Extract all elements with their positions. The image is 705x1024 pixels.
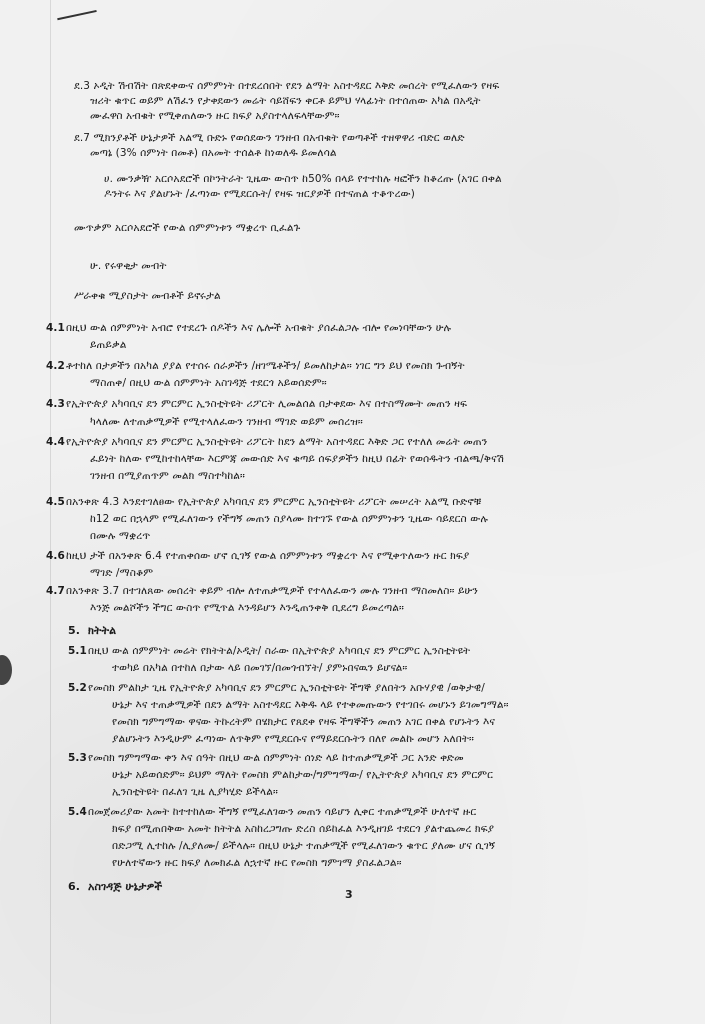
clause-number: 4.1 [46,322,65,334]
paragraph-line [112,840,495,853]
paragraph-line [90,339,126,352]
paragraph-line [74,132,465,145]
line-text: መጣኔ (3% ሰምነት በመቶ) በአመት ተሰልቶ ከነወለዱ ይመለሳል [90,147,337,159]
paragraph-line [112,823,494,836]
numbered-paragraph-line [68,645,470,658]
clause-number: 5.1 [68,645,87,657]
line-text: ደ.3 ኦዲት ሽብሽት በጽደቀውና ሰምምነት በተደረሰበት የደን ልማት አስተዳደር እቅድ መሰረት የሚፈለውን የዛፍ [74,80,500,92]
paragraph-line [112,733,474,746]
line-text: ይጠይቃል [90,339,127,351]
clause-number: 5. [68,624,81,637]
clause-number: 5.4 [68,806,87,818]
paragraph-line [90,416,363,429]
page-fold-shadow [50,0,51,1024]
paragraph-line [104,173,502,186]
line-text: ቶተከለ በታዎችን በአካል ያያል የተሰሩ ሰራዎችን /ዘገሜቶችን/ ይመለከታል። ነገር ግን ይህ የመስክ ጉብኝት [66,360,465,372]
numbered-paragraph-line [68,806,476,819]
paragraph-line [112,857,402,870]
line-text: ዝሪት ቁጥር ወይም ለሽፈን የታቀደውን መሬት ሳይሸፍን ቀርቶ ይምህ ሃላፊነት በተሰጠው አካል በአዲት [90,95,481,107]
line-text: እንጅ መልሾችን ችግር ውስጥ የሚጥል እንዳይሆን እንዲጠንቀቅ ቢደረግ ይመረጣል። [90,602,405,614]
line-text: ከዚህ ታች በአንቀጽ 6.4 የተጠቀሰው ሆኖ ሲገኝ የውል ሰምምነቱን ማቋረጥ እና የሚቀጥለውን ዙር ክፍያ [66,550,470,562]
numbered-paragraph-line [46,436,487,449]
paragraph-line [90,530,150,543]
paragraph-line [90,470,245,483]
paragraph-line [74,80,499,93]
line-text: በአንቀጽ 4.3 እንደተገለፀው የኢትዮጵያ አካባቢና ደን ምርምር ኢንስቲትዩት ሪፖርት መሠረት አልሚ ቡድኖቹ [66,496,482,508]
line-text: በዚህ ውል ሰምምነት መሬት የክትትል/ኦዲት/ ስራው በኢትዮጵያ አካባቢና ደን ምርምር ኢንስቲትዩት [88,645,471,657]
paragraph-line [90,377,327,390]
paragraph-line [90,95,481,108]
handwritten-mark [57,10,99,30]
numbered-paragraph-line [68,682,485,695]
line-text: ከ12 ወር በኋላም የሚፈለገውን የችግኝ መጠን ስያላሙ ክተገኙ የውል ሰምምነቱን ጊዜው ሳይደርስ ውሉ [90,513,489,525]
line-text: አስገዳጅ ሁኔታዎች [88,880,163,893]
paragraph-line [90,147,337,160]
line-text: ሙፈዋስ አብቁት የሚቀጠለውን ዙር ክፍያ አያስተላለፍላቸውም። [90,110,340,122]
paragraph-line [112,716,495,729]
line-text: የመስክ ግምግማው ቀን እና ሰዓት በዚህ ውል ሰምምነት ሰነድ ላይ ከተጠቃሚዎች ጋር አንድ ቀድመ [88,752,464,764]
line-text: ሁኔታ እና ተጠቃሚዎች በደን ልማት አስተዳደር እቅዱ ላይ የተቀመጡውን የተገበሩ መሆኑን ይገመግማል። [112,699,509,711]
line-text: ማስጠቀ/ በዚህ ውል ሰምምነት አስገዳጅ ተደርጎ አይወሰድም። [90,377,327,389]
line-text: በአንቀጽ 3.7 በተገለጸው መሰረት ቀይም ብሎ ለተጠቃሚዎች የተላለፈውን ሙሉ ገንዘብ ማስመለስ። ይሁን [66,585,478,597]
line-text: ያልሆኑትን እንዲሁም ፈጣነው ለጥቅም የሚደርሱና የማይደርሱትን በለየ መልኩ መሆን አለበት። [112,733,475,745]
line-text: ገንዘብ በሚያጠጥም መልክ ማስተካከል። [90,470,246,482]
clause-number: 4.7 [46,585,65,597]
line-text: ክትትል [88,624,117,637]
paragraph-line [90,602,404,615]
paragraph-line [112,786,278,799]
line-text: የመስክ ምልከታ ጊዜ የኢትዮጵያ አካባቢና ደን ምርምር ኢንስቲትዩት ችግኞ ያለበትን አቡሃያዊ /ወቅታዊ/ [88,682,485,694]
paragraph-line [112,699,509,712]
line-text: ዶንትሩ እና ያልሆኑት /ፈጣነው የሚደርሱት/ የዛፍ ዝርያዎች በተናጠል ተቆጥረው) [104,188,415,200]
clause-number: 4.5 [46,496,65,508]
line-text: ኢንስቲትዩት በፈለገ ጊዜ ሊያካሂድ ይችላል። [112,786,278,798]
numbered-paragraph-line [46,398,467,411]
paragraph-line [90,453,504,466]
numbered-paragraph-line [46,322,451,335]
clause-number: 4.2 [46,360,65,372]
line-text: ተወካይ በአካል በተከለ በታው ላይ በመገኘ/በመጎብኘት/ ያምኑበናዉን ይሆናል። [112,662,408,674]
line-text: ክፍያ በሚጠበቅው አመት ክትትል አስከረጋግጡ ድረስ ሰይከፈል እንዲዘገይ ተደርጎ ያልተጨመረ ክፍያ [112,823,495,835]
clause-number: 5.3 [68,752,87,764]
numbered-paragraph-line [46,360,465,373]
line-text: ሙጥቃም አርሶአደሮች የውል ሰምምነቱን ማቋረጥ ቢፈልጉ [74,222,301,234]
line-text: ሀ. ሙንቃዥ አርሶአደሮች በኮንትራት ጊዜው ውስጥ ከ50% በላይ የተተከሉ ዛፎችን ከቆረጡ (አገር በቀል [104,173,502,185]
paragraph-line [90,513,488,526]
clause-number: 4.3 [46,398,65,410]
clause-number: 4.4 [46,436,65,448]
line-text: ደ.7 ሚክንያቶች ሁኔታዎች አልሚ ቡድኑ የወሰደውን ገንዘብ በአብቁት የወጣቶች ተዘዋዋሪ ብድር ወለድ [74,132,465,144]
numbered-paragraph-line [68,880,162,893]
line-text: የኢትዮጵያ አካባቢና ደን ምርምር ኢንስቲትዩት ሪፖርት ሊመልሰል በታቀደው እና በተስማሙት መጠን ዛፍ [66,398,467,410]
line-text: የኢትዮጵያ አካባቢና ደን ምርምር ኢንስቲትዩት ሪፖርት ከደን ልማት አስተዳደር እቅድ ጋር የተለለ መሬት መጠን [66,436,488,448]
line-text: በዚህ ውል ሰምምነት አብሮ የተደረጉ ሰዶችን እና ሌሎች አብቁት ያሰፈልጋሉ ብሎ የመነባቸውን ሁሉ [66,322,452,334]
paragraph-line [112,769,493,782]
line-text: በሙሉ ማቋረጥ [90,530,151,542]
line-text: የመስክ ግምግማው ዋናው ትኩረትም በሄክታር የጸደቀ የዛፍ ችግኞችን መጠን አገር በቀል የሆኑትን እና [112,716,496,728]
clause-number: 6. [68,880,81,893]
line-text: በመጀመሪያው አመት ከተተከለው ችግኝ የሚፈለገውን መጠን ሳይሆን ሊቀር ተጠቃሚዎች ሁለተኛ ዙር [88,806,477,818]
numbered-paragraph-line [46,585,478,598]
numbered-paragraph-line [46,550,469,563]
paragraph-line [74,290,221,303]
clause-number: 4.6 [46,550,65,562]
paragraph-line [90,260,167,273]
numbered-paragraph-line [46,496,481,509]
line-text: ሁ. የሩዋቂታ መብት [90,260,167,272]
punch-hole [0,655,12,685]
numbered-paragraph-line [68,624,116,637]
line-text: ፈይነት ከለው የሚከተከላቸው እርምጃ መውሰድ እና ቁጣይ ሰፍያዎችን ከዚህ በፊት የወሰዱትን ብልጫ/ቅናሽ [90,453,504,465]
paragraph-line [104,188,415,201]
line-text: ካላለሙ ለተጠቃሚዎች የሚተላለፈውን ገንዘብ ማገድ ወይም መሰረዝ። [90,416,363,428]
page-number: 3 [345,888,353,901]
line-text: ሥራቀቁ ሚያስታት መብቶች ይኖሩታል [74,290,221,302]
numbered-paragraph-line [68,752,464,765]
line-text: የሁለተኛውን ዙር ክፍያ ለመክፈል ለኋተኛ ዙር የመስክ ግምገማ ያስፈልጋል። [112,857,402,869]
paragraph-line [112,662,407,675]
paragraph-line [74,222,300,235]
clause-number: 5.2 [68,682,87,694]
paragraph-line [90,110,340,123]
line-text: ማገድ /ማስቆም [90,567,154,579]
line-text: ሁኔታ አይወሰድም። ይህም ማለት የመስክ ምልከታው/ግምግማው/ የኢትዮጵያ አካባቢና ደን ምርምር [112,769,494,781]
line-text: በድጋሚ ሊተከሉ /ሊያለሙ/ ይችላሉ። በዚህ ሁኔታ ተጠቃሚች የሚፈለገውን ቁጥር ያለሙ ሆና ሲገኝ [112,840,496,852]
paragraph-line [90,567,153,580]
